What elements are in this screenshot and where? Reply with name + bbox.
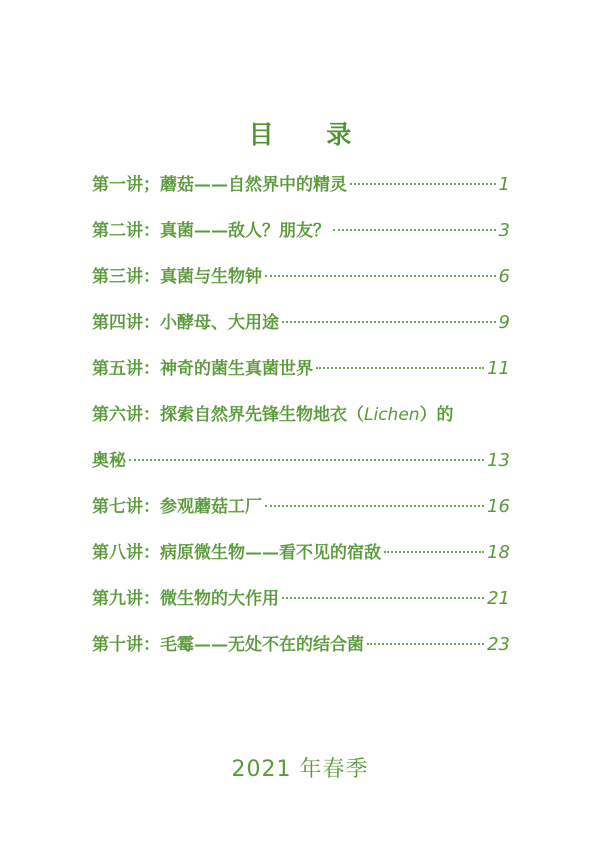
toc-entry-7[interactable] bbox=[92, 492, 510, 538]
lecture-label: 第二讲： bbox=[92, 221, 160, 241]
toc-entry-8[interactable] bbox=[92, 538, 510, 584]
page-number: 23 bbox=[487, 634, 510, 655]
dot-leader bbox=[129, 459, 484, 461]
toc-entry-6-continued[interactable] bbox=[92, 446, 510, 492]
dot-leader bbox=[265, 275, 496, 277]
lecture-topic: 神奇的菌生真菌世界 bbox=[160, 359, 313, 379]
lecture-label: 第九讲： bbox=[92, 589, 160, 609]
lecture-label: 第七讲： bbox=[92, 497, 160, 517]
toc-entry-9[interactable] bbox=[92, 584, 510, 630]
lecture-topic-part1: 探索自然界先锋生物地衣（ bbox=[160, 405, 364, 425]
page-title: 目 录 bbox=[248, 120, 374, 149]
page-number: 6 bbox=[498, 266, 510, 287]
lecture-topic-line2: 奥秘 bbox=[92, 451, 126, 471]
toc-entry-6[interactable] bbox=[92, 400, 510, 446]
lecture-topic: 小酵母、大用途 bbox=[160, 313, 279, 333]
page-number: 3 bbox=[498, 220, 510, 241]
lecture-topic: 蘑菇——自然界中的精灵 bbox=[160, 175, 347, 195]
page-number: 21 bbox=[487, 588, 510, 609]
dot-leader bbox=[333, 229, 496, 231]
lecture-topic: 病原微生物——看不见的宿敌 bbox=[160, 543, 381, 563]
page-number: 16 bbox=[487, 496, 510, 517]
toc-entry-4[interactable] bbox=[92, 308, 510, 354]
lecture-label: 第三讲： bbox=[92, 267, 160, 287]
dot-leader bbox=[350, 183, 496, 185]
toc-entry-3[interactable] bbox=[92, 262, 510, 308]
toc-entry-2[interactable] bbox=[92, 216, 510, 262]
table-of-contents bbox=[92, 170, 510, 676]
lecture-label: 第五讲： bbox=[92, 359, 160, 379]
page-number: 1 bbox=[498, 174, 510, 195]
lecture-label: 第四讲： bbox=[92, 313, 160, 333]
lecture-label: 第一讲； bbox=[92, 175, 160, 195]
toc-entry-5[interactable] bbox=[92, 354, 510, 400]
dot-leader bbox=[367, 643, 484, 645]
dot-leader bbox=[384, 551, 484, 553]
toc-entry-10[interactable] bbox=[92, 630, 510, 676]
lecture-topic: 真菌——敌人？朋友？ bbox=[160, 221, 330, 241]
lecture-topic-part2: ）的 bbox=[419, 405, 454, 425]
page-number: 11 bbox=[487, 358, 510, 379]
lecture-topic bbox=[160, 400, 510, 425]
term-footer: 2021 年春季 bbox=[231, 757, 369, 782]
toc-entry-1[interactable] bbox=[92, 170, 510, 216]
lecture-label: 第八讲： bbox=[92, 543, 160, 563]
page-number: 9 bbox=[498, 312, 510, 333]
page-number: 13 bbox=[487, 450, 510, 471]
dot-leader bbox=[282, 597, 484, 599]
lecture-topic-latin: Lichen bbox=[364, 405, 420, 425]
lecture-label: 第十讲： bbox=[92, 635, 160, 655]
dot-leader bbox=[316, 367, 484, 369]
lecture-topic: 参观蘑菇工厂 bbox=[160, 497, 262, 517]
lecture-label: 第六讲： bbox=[92, 405, 160, 425]
dot-leader bbox=[282, 321, 496, 323]
dot-leader bbox=[265, 505, 484, 507]
lecture-topic: 微生物的大作用 bbox=[160, 589, 279, 609]
lecture-topic: 毛霉——无处不在的结合菌 bbox=[160, 635, 364, 655]
page-number: 18 bbox=[487, 542, 510, 563]
lecture-topic: 真菌与生物钟 bbox=[160, 267, 262, 287]
